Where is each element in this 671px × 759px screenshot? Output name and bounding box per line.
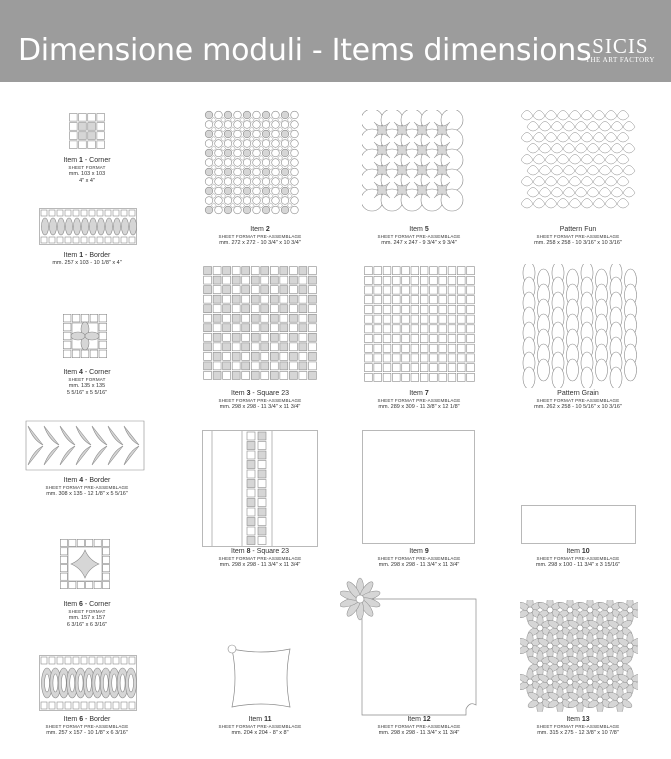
item-4-corner-caption: Item 4 - Corner SHEET FORMAT mm. 135 x 135 5 5/16" x 5 5/16"	[63, 369, 111, 396]
item-1-corner-tile	[68, 112, 106, 150]
item-8-caption: Item 8 - Square 23 SHEET FORMAT PRE-ASSEMBLAGE mm. 298 x 298 - 11 3/4" x 11 3/4"	[218, 548, 302, 568]
item-11-caption: Item 11 SHEET FORMAT PRE-ASSEMBLAGE mm. 204 x 204 - 8" x 8"	[218, 716, 302, 736]
brand-tagline: THE ART FACTORY	[585, 56, 655, 64]
item-1-border-caption: Item 1 - Border mm. 257 x 103 - 10 1/8" x 4"	[52, 252, 122, 266]
item-2-caption: Item 2 SHEET FORMAT PRE-ASSEMBLAGE mm. 272 x 272 - 10 3/4" x 10 3/4"	[218, 226, 302, 246]
item-6-corner-caption: Item 6 - Corner SHEET FORMAT mm. 157 x 157 6 3/16" x 6 3/16"	[63, 601, 111, 628]
item-8-tile	[202, 430, 318, 547]
item-9-caption: Item 9 SHEET FORMAT PRE-ASSEMBLAGE mm. 298 x 298 - 11 3/4" x 11 3/4"	[377, 548, 461, 568]
page-header	[0, 0, 671, 82]
item-12-tile	[340, 577, 478, 717]
item-6-border-tile	[39, 655, 137, 711]
brand-name: SICIS	[592, 34, 649, 58]
item-1-border-tile	[39, 208, 137, 246]
item-5-caption: Item 5 SHEET FORMAT PRE-ASSEMBLAGE mm. 247 x 247 - 9 3/4" x 9 3/4"	[377, 226, 461, 246]
item-10-tile	[521, 505, 637, 545]
brand-logo	[586, 36, 655, 65]
item-9-tile	[362, 430, 475, 544]
item-7-caption: Item 7 SHEET FORMAT PRE-ASSEMBLAGE mm. 289 x 309 - 11 3/8" x 12 1/8"	[377, 390, 461, 410]
item-4-border-tile	[22, 420, 146, 472]
pattern-fun-tile	[521, 108, 637, 220]
item-6-border-caption: Item 6 - Border SHEET FORMAT PRE-ASSEMBLAGE mm. 257 x 157 - 10 1/8" x 6 3/16"	[45, 716, 129, 736]
item-1-corner-caption: Item 1 - Corner SHEET FORMAT mm. 103 x 103 4" x 4"	[63, 157, 111, 184]
pattern-grain-tile	[522, 264, 640, 388]
item-11-tile	[224, 641, 298, 715]
item-5-tile	[362, 110, 464, 220]
item-4-border-caption: Item 4 - Border SHEET FORMAT PRE-ASSEMBLAGE mm. 308 x 135 - 12 1/8" x 5 5/16"	[45, 477, 129, 497]
page-title: Dimensione moduli - Items dimensions	[18, 33, 592, 68]
pattern-fun-caption: Pattern Fun SHEET FORMAT PRE-ASSEMBLAGE mm. 258 x 258 - 10 3/16" x 10 3/16"	[534, 226, 622, 246]
item-3-caption: Item 3 - Square 23 SHEET FORMAT PRE-ASSEMBLAGE mm. 298 x 298 - 11 3/4" x 11 3/4"	[218, 390, 302, 410]
item-6-corner-tile	[59, 538, 111, 590]
item-2-tile	[204, 110, 306, 218]
item-13-tile	[520, 600, 638, 712]
item-7-tile	[363, 265, 476, 383]
item-4-corner-tile	[62, 313, 108, 359]
pattern-grain-caption: Pattern Grain SHEET FORMAT PRE-ASSEMBLAGE mm. 262 x 258 - 10 5/16" x 10 3/16"	[534, 390, 622, 410]
item-3-tile	[202, 265, 318, 381]
item-12-caption: Item 12 SHEET FORMAT PRE-ASSEMBLAGE mm. 298 x 298 - 11 3/4" x 11 3/4"	[377, 716, 461, 736]
item-13-caption: Item 13 SHEET FORMAT PRE-ASSEMBLAGE mm. 315 x 275 - 12 3/8" x 10 7/8"	[536, 716, 620, 736]
item-10-caption: Item 10 SHEET FORMAT PRE-ASSEMBLAGE mm. 298 x 100 - 11 3/4" x 3 15/16"	[535, 548, 621, 568]
